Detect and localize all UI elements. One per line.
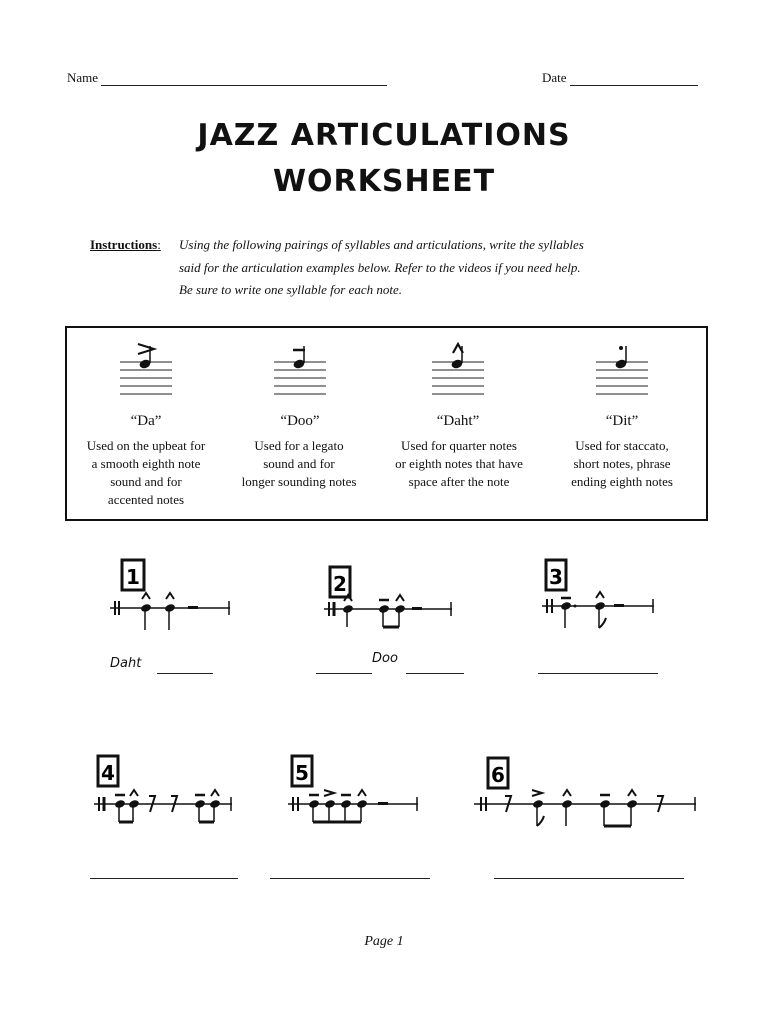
legend-desc-dit — [544, 437, 700, 491]
desc-line: short notes, phrase — [573, 456, 671, 471]
exercise-4-number: 4 — [101, 761, 115, 785]
desc-line: Used for staccato, — [575, 438, 669, 453]
legend-desc-da — [68, 437, 224, 509]
date-field[interactable] — [542, 70, 698, 86]
instructions-line-1: Using the following pairings of syllables and articulations, write the syllables — [179, 237, 584, 252]
legend-desc-daht — [377, 437, 541, 491]
tenuto-articulation-icon — [272, 340, 328, 404]
desc-line: sound and for — [110, 474, 182, 489]
legend-syllable-da: “Da” — [130, 413, 162, 429]
exercise-4-notation — [88, 752, 238, 832]
desc-line: accented notes — [107, 492, 185, 507]
exercise-5-number: 5 — [295, 761, 309, 785]
desc-line: Used for quarter notes — [401, 438, 517, 453]
desc-line: space after the note — [408, 474, 510, 489]
instructions-line-2: said for the articulation examples below. Refer to the videos if you need help. — [179, 259, 581, 275]
date-label: Date — [542, 70, 567, 85]
desc-line: a smooth eighth note — [91, 456, 201, 471]
exercise-6-notation — [470, 756, 700, 832]
exercise-4-blank[interactable] — [90, 878, 238, 879]
exercise-6-number: 6 — [491, 763, 505, 787]
exercise-2-notation — [318, 565, 458, 637]
desc-line: ending eighth notes — [571, 474, 673, 489]
desc-line: longer sounding notes — [241, 474, 357, 489]
exercise-3-number: 3 — [549, 565, 563, 589]
exercise-2-answer-doo: Doo — [372, 651, 398, 666]
legend-syllable-doo: “Doo” — [280, 413, 320, 429]
exercise-2-blank-2[interactable] — [406, 673, 464, 674]
marcato-articulation-icon — [430, 340, 486, 404]
instructions-text — [179, 234, 679, 302]
exercise-1-blank[interactable] — [157, 673, 213, 674]
exercise-1-answer-daht: Daht — [110, 656, 142, 671]
desc-line: Used for a legato — [254, 438, 344, 453]
exercise-6-blank[interactable] — [494, 878, 684, 879]
page-title-line1: JAZZ ARTICULATIONS — [197, 118, 571, 153]
instructions-label: Instructions: — [90, 237, 161, 252]
exercise-5-notation — [284, 752, 424, 832]
accent-articulation-icon — [118, 340, 174, 404]
exercise-2-number: 2 — [333, 572, 347, 596]
page-title-line2: WORKSHEET — [272, 164, 496, 199]
exercise-5-blank[interactable] — [270, 878, 430, 879]
staccato-articulation-icon — [594, 340, 650, 404]
desc-line: sound and for — [263, 456, 335, 471]
date-blank[interactable] — [570, 71, 698, 86]
legend-syllable-dit: “Dit” — [605, 413, 639, 429]
legend-desc-doo — [224, 437, 374, 491]
exercise-1-number: 1 — [126, 565, 140, 589]
exercise-1-notation — [104, 558, 240, 638]
desc-line: or eighth notes that have — [395, 456, 523, 471]
exercise-2-blank-1[interactable] — [316, 673, 372, 674]
exercise-3-notation — [536, 558, 660, 638]
instructions-line-3: Be sure to write one syllable for each note. — [179, 282, 402, 297]
name-field[interactable] — [67, 70, 387, 86]
exercise-3-blank[interactable] — [538, 673, 658, 674]
desc-line: Used on the upbeat for — [86, 438, 206, 453]
name-label: Name — [67, 70, 99, 85]
legend-syllable-daht: “Daht” — [436, 413, 480, 429]
page-number: Page 1 — [364, 934, 404, 949]
name-blank[interactable] — [101, 71, 387, 86]
